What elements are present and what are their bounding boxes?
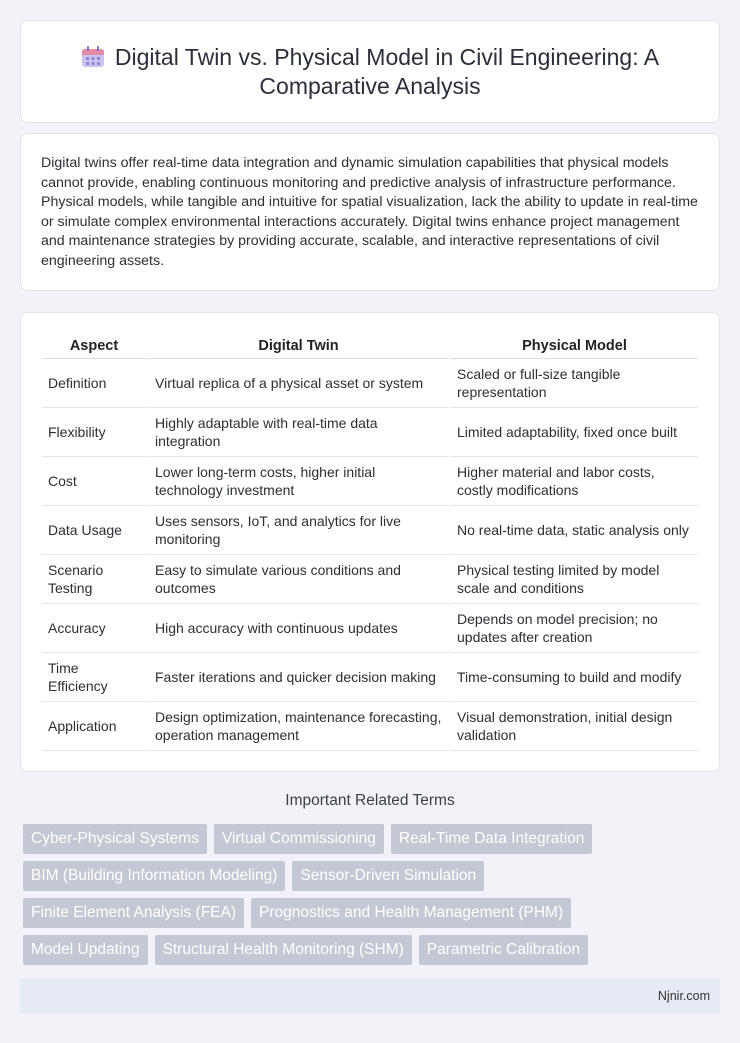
tag-row <box>23 861 713 891</box>
related-term-tag[interactable]: Real-Time Data Integration <box>391 824 593 854</box>
cell-physical-model: Limited adaptability, fixed once built <box>448 408 698 457</box>
tag-row <box>23 898 713 928</box>
cell-physical-model: No real-time data, static analysis only <box>448 506 698 555</box>
related-term-tag[interactable]: Sensor-Driven Simulation <box>292 861 484 891</box>
related-term-tag[interactable]: Prognostics and Health Management (PHM) <box>251 898 571 928</box>
table-row <box>42 408 698 457</box>
table-row <box>42 457 698 506</box>
tag-row <box>23 935 713 965</box>
cell-physical-model: Physical testing limited by model scale and conditions <box>448 555 698 604</box>
cell-digital-twin: Uses sensors, IoT, and analytics for live monitoring <box>146 506 448 555</box>
page-title: Digital Twin vs. Physical Model in Civil Engineering: A Comparative Analysis <box>114 43 660 99</box>
cell-physical-model: Higher material and labor costs, costly modifications <box>448 457 698 506</box>
table-header-row <box>42 333 698 359</box>
cell-aspect: Accuracy <box>42 604 146 653</box>
cell-digital-twin: Lower long-term costs, higher initial technology investment <box>146 457 448 506</box>
cell-digital-twin: High accuracy with continuous updates <box>146 604 448 653</box>
related-term-tag[interactable]: Parametric Calibration <box>419 935 588 965</box>
cell-aspect: Time Efficiency <box>42 653 146 702</box>
footer-site-link[interactable]: Njnir.com <box>657 989 710 1003</box>
cell-aspect: Cost <box>42 457 146 506</box>
cell-digital-twin: Design optimization, maintenance forecasting, operation management <box>146 702 448 751</box>
comparison-table <box>42 333 698 751</box>
table-row <box>42 506 698 555</box>
related-term-tag[interactable]: BIM (Building Information Modeling) <box>23 861 285 891</box>
cell-aspect: Application <box>42 702 146 751</box>
cell-digital-twin: Virtual replica of a physical asset or system <box>146 359 448 408</box>
cell-digital-twin: Highly adaptable with real-time data integration <box>146 408 448 457</box>
related-term-tag[interactable]: Cyber-Physical Systems <box>23 824 207 854</box>
related-terms-list <box>23 824 713 972</box>
title-card <box>20 20 720 123</box>
header-digital-twin: Digital Twin <box>146 333 448 359</box>
table-row <box>42 555 698 604</box>
header-physical-model: Physical Model <box>448 333 698 359</box>
calendar-icon <box>81 46 105 68</box>
tag-row <box>23 824 713 854</box>
related-term-tag[interactable]: Virtual Commissioning <box>214 824 384 854</box>
cell-physical-model: Scaled or full-size tangible representation <box>448 359 698 408</box>
table-row <box>42 702 698 751</box>
cell-aspect: Data Usage <box>42 506 146 555</box>
table-row <box>42 359 698 408</box>
comparison-table-card <box>20 312 720 772</box>
header-aspect: Aspect <box>42 333 146 359</box>
cell-physical-model: Depends on model precision; no updates after creation <box>448 604 698 653</box>
cell-aspect: Definition <box>42 359 146 408</box>
table-row <box>42 604 698 653</box>
cell-physical-model: Time-consuming to build and modify <box>448 653 698 702</box>
intro-paragraph: Digital twins offer real-time data integration and dynamic simulation capabilities that physical models cannot provide, enabling continuous monitoring and predictive analysis of infrastructure performance. Physical models, while tangible and intuitive for spatial visualization, lack the ability to update in real-time or simulate complex environmental interactions accurately. Digital twins enhance project management and maintenance strategies by providing accurate, scalable, and interactive representations of civil engineering assets. <box>41 155 698 269</box>
cell-physical-model: Visual demonstration, initial design validation <box>448 702 698 751</box>
related-term-tag[interactable]: Finite Element Analysis (FEA) <box>23 898 244 928</box>
cell-digital-twin: Faster iterations and quicker decision making <box>146 653 448 702</box>
intro-card <box>20 133 720 291</box>
cell-digital-twin: Easy to simulate various conditions and outcomes <box>146 555 448 604</box>
table-row <box>42 653 698 702</box>
related-terms-heading: Important Related Terms <box>285 792 455 809</box>
cell-aspect: Flexibility <box>42 408 146 457</box>
related-term-tag[interactable]: Structural Health Monitoring (SHM) <box>155 935 412 965</box>
cell-aspect: Scenario Testing <box>42 555 146 604</box>
footer <box>20 979 720 1013</box>
related-term-tag[interactable]: Model Updating <box>23 935 148 965</box>
